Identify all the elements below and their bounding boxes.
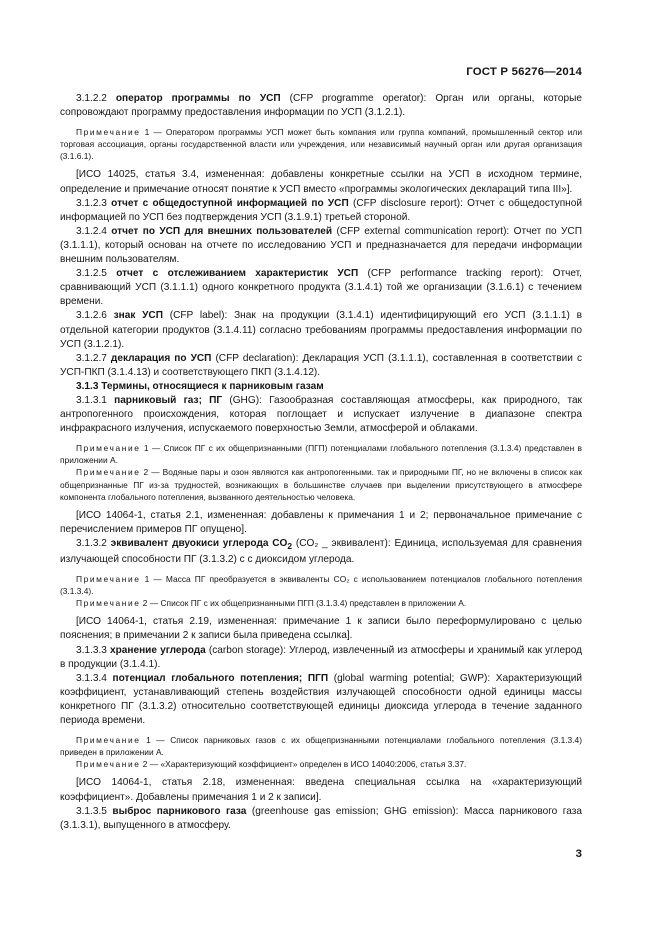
note — [60, 597, 582, 609]
term-definition: (CFP label): Знак на продукции (3.1.4.1) идентифицирующий его УСП (3.1.1.1) в отдельной категории продуктов (3.1.4.11) согласно требованиям программы предоставления информации по УСП (3.1.2.1). — [60, 310, 582, 350]
term-definition: (greenhouse gas emission; GHG emission): Масса парникового газа (3.1.3.1), выпущенного в атмосферу. — [60, 805, 582, 831]
term-3-1-2-3 — [60, 197, 582, 225]
note-text: 1 — Масса ПГ преобразуется в эквиваленты CO₂ с использованием потенциалов глобального потепления (3.1.3.4). — [60, 574, 582, 597]
note-label: Примечание — [76, 467, 141, 478]
term-3-1-2-7 — [60, 352, 582, 380]
note-label: Примечание — [76, 574, 141, 585]
term-3-1-3-3 — [60, 644, 582, 672]
note-label: Примечание — [76, 735, 141, 746]
term-number: 3.1.2.4 — [76, 225, 112, 237]
note-text: 2 — Водяные пары и озон являются как антропогенными. так и природными ПГ, но не включены в список как общепризнанные ПГ из-за трудностей, возникающих в большинстве случаев при выделении присутствующего в атмосфере компонента глобального потепления, вызванного деятельностью человека. — [60, 467, 582, 502]
term-3-1-2-6 — [60, 309, 582, 351]
term-definition: (CFP disclosure report): Отчет с общедоступной информацией по УСП без подтверждения УСП (3.1.9.1) третьей стороной. — [60, 197, 582, 223]
term-3-1-3-1 — [60, 394, 582, 436]
section-title: 3.1.3 Термины, относящиеся к парниковым газам — [76, 380, 324, 392]
note — [60, 126, 582, 162]
term-title: оператор программы по УСП — [115, 93, 281, 104]
term-3-1-2-5 — [60, 267, 582, 309]
term-number: 3.1.2.7 — [76, 352, 111, 364]
source-reference: [ИСО 14064-1, статья 2.18, измененная: введена специальная ссылка на «характеризующий коэффициент». Добавлены примечания 1 и 2 к записи]. — [60, 777, 582, 803]
note — [60, 442, 582, 466]
note-text: 1 — Список парниковых газов с их общепризнанными потенциалами глобального потепления (3.1.3.4) приведен в приложении А. — [60, 735, 582, 758]
term-3-1-3-2 — [60, 537, 582, 567]
term-title: отчет с отслеживанием характеристик УСП — [116, 268, 359, 280]
page-content — [60, 92, 582, 833]
note-label: Примечание — [76, 443, 141, 454]
term-title: отчет с общедоступной информацией по УСП — [111, 197, 349, 209]
term-number: 3.1.3.2 — [76, 537, 111, 549]
note — [60, 758, 582, 770]
term-number: 3.1.2.6 — [76, 310, 114, 322]
term-number: 3.1.3.5 — [76, 805, 113, 817]
term-3-1-2-4 — [60, 225, 582, 267]
term-3-1-2-2 — [60, 92, 582, 120]
term-3-1-3-4 — [60, 672, 582, 728]
term-definition: (CFP declaration): Декларация УСП (3.1.1.1), составленная в соответствии с УСП-ПКП (3.1.4.13) и соответствующего ПКП (3.1.4.12). — [60, 352, 582, 378]
term-definition: (CFP programme operator): Орган или органы, которые сопровождают программу предоставления информации по УСП (3.1.2.1). — [60, 93, 582, 119]
section-heading — [60, 380, 582, 394]
term-title: эквивалент двуокиси углерода CO — [110, 537, 288, 549]
term-title: потенциал глобального потепления; ПГП — [112, 672, 329, 684]
term-title: декларация по УСП — [110, 352, 212, 364]
term-title: парниковый газ; ПГ — [114, 394, 223, 406]
term-title: отчет по УСП для внешних пользователей — [111, 225, 333, 237]
note — [60, 466, 582, 502]
term-definition: (GHG): Газообразная составляющая атмосферы, как природного, так антропогенного происхождения, которая поглощает и испускает излучение в диапазоне спектра инфракрасного излучения, испускаемого поверхностью Земли, атмосферой и облаками. — [60, 394, 582, 435]
note — [60, 573, 582, 597]
source-reference: [ИСО 14064-1, статья 2.1, измененная: добавлены к примечания 1 и 2; первоначальное примечание с перечислением примеров ПГ опущено]. — [60, 509, 582, 535]
source-reference: [ИСО 14064-1, статья 2.19, измененная: примечание 1 к записи было переформулировано с целью пояснения; в примечании 2 к записи была приведена ссылка]. — [60, 616, 582, 642]
note-text: 1 — Оператором программы УСП может быть компания или группа компаний, промышленный сектор или торговая ассоциация, органы государственной власти или учреждения, или независимый научный орган или другая организация (3.1.6.1). — [60, 127, 582, 162]
term-title: хранение углерода — [109, 644, 206, 656]
term-number: 3.1.3.3 — [76, 644, 110, 656]
note-label: Примечание — [76, 759, 141, 770]
term-number: 3.1.2.5 — [76, 268, 117, 280]
page-number: 3 — [575, 848, 582, 860]
subscript: 2 — [287, 540, 293, 551]
term-definition: (CFP external communication report): Отчет по УСП (3.1.1.1), который основан на отчете по исследованию УСП и предназначается для передачи информации внешним пользователям. — [60, 225, 582, 266]
term-definition: (CO₂ _ эквивалент): Единица, используемая для сравнения излучающей способности ПГ (3.1.3.2) с с диоксидом углерода. — [60, 537, 582, 566]
note — [60, 734, 582, 758]
term-title: выброс парникового газа — [112, 805, 247, 817]
term-number: 3.1.2.2 — [76, 93, 116, 104]
term-3-1-3-5 — [60, 805, 582, 833]
term-definition: (CFP performance tracking report): Отчет, сравнивающий УСП (3.1.1.1) одного конкретного продукта (3.1.4.1) той же организации (3.1.6.1) с течением времени. — [60, 268, 582, 308]
term-definition: (global warming potential; GWP): Характеризующий коэффициент, устанавливающий степень воздействия излучающей способности одной единицы массы конкретного ПГ (3.1.3.2) относительно соответствующей единицы диоксида углерода в течение заданного периода времени. — [60, 672, 583, 727]
note-label: Примечание — [76, 598, 141, 609]
term-number: 3.1.3.4 — [76, 672, 113, 684]
term-definition: (carbon storage): Углерод, извлеченный из атмосферы и хранимый как углерод в продукции (3.1.4.1). — [60, 644, 582, 670]
note-text: 2 — Список ПГ с их общепризнанными ПГП (3.1.3.4) представлен в приложении А. — [140, 598, 467, 609]
note-label: Примечание — [76, 127, 141, 138]
note-text: 1 — Список ПГ с их общепризнанными (ПГП) потенциалами глобального потепления (3.1.3.4) представлен в приложении А. — [60, 443, 582, 466]
term-number: 3.1.3.1 — [76, 394, 115, 406]
source-reference: [ИСО 14025, статья 3.4, измененная: добавлены конкретные ссылки на УСП в исходном термине, определение и примечание относят понятие к УСП вместо «программы экологических деклараций типа III»]. — [60, 169, 582, 195]
standard-header: ГОСТ Р 56276—2014 — [466, 66, 582, 78]
note-text: 2 — «Характеризующий коэффициент» определен в ИСО 14040:2006, статья 3.37. — [140, 759, 467, 770]
term-title: знак УСП — [113, 310, 163, 322]
term-number: 3.1.2.3 — [76, 197, 112, 209]
